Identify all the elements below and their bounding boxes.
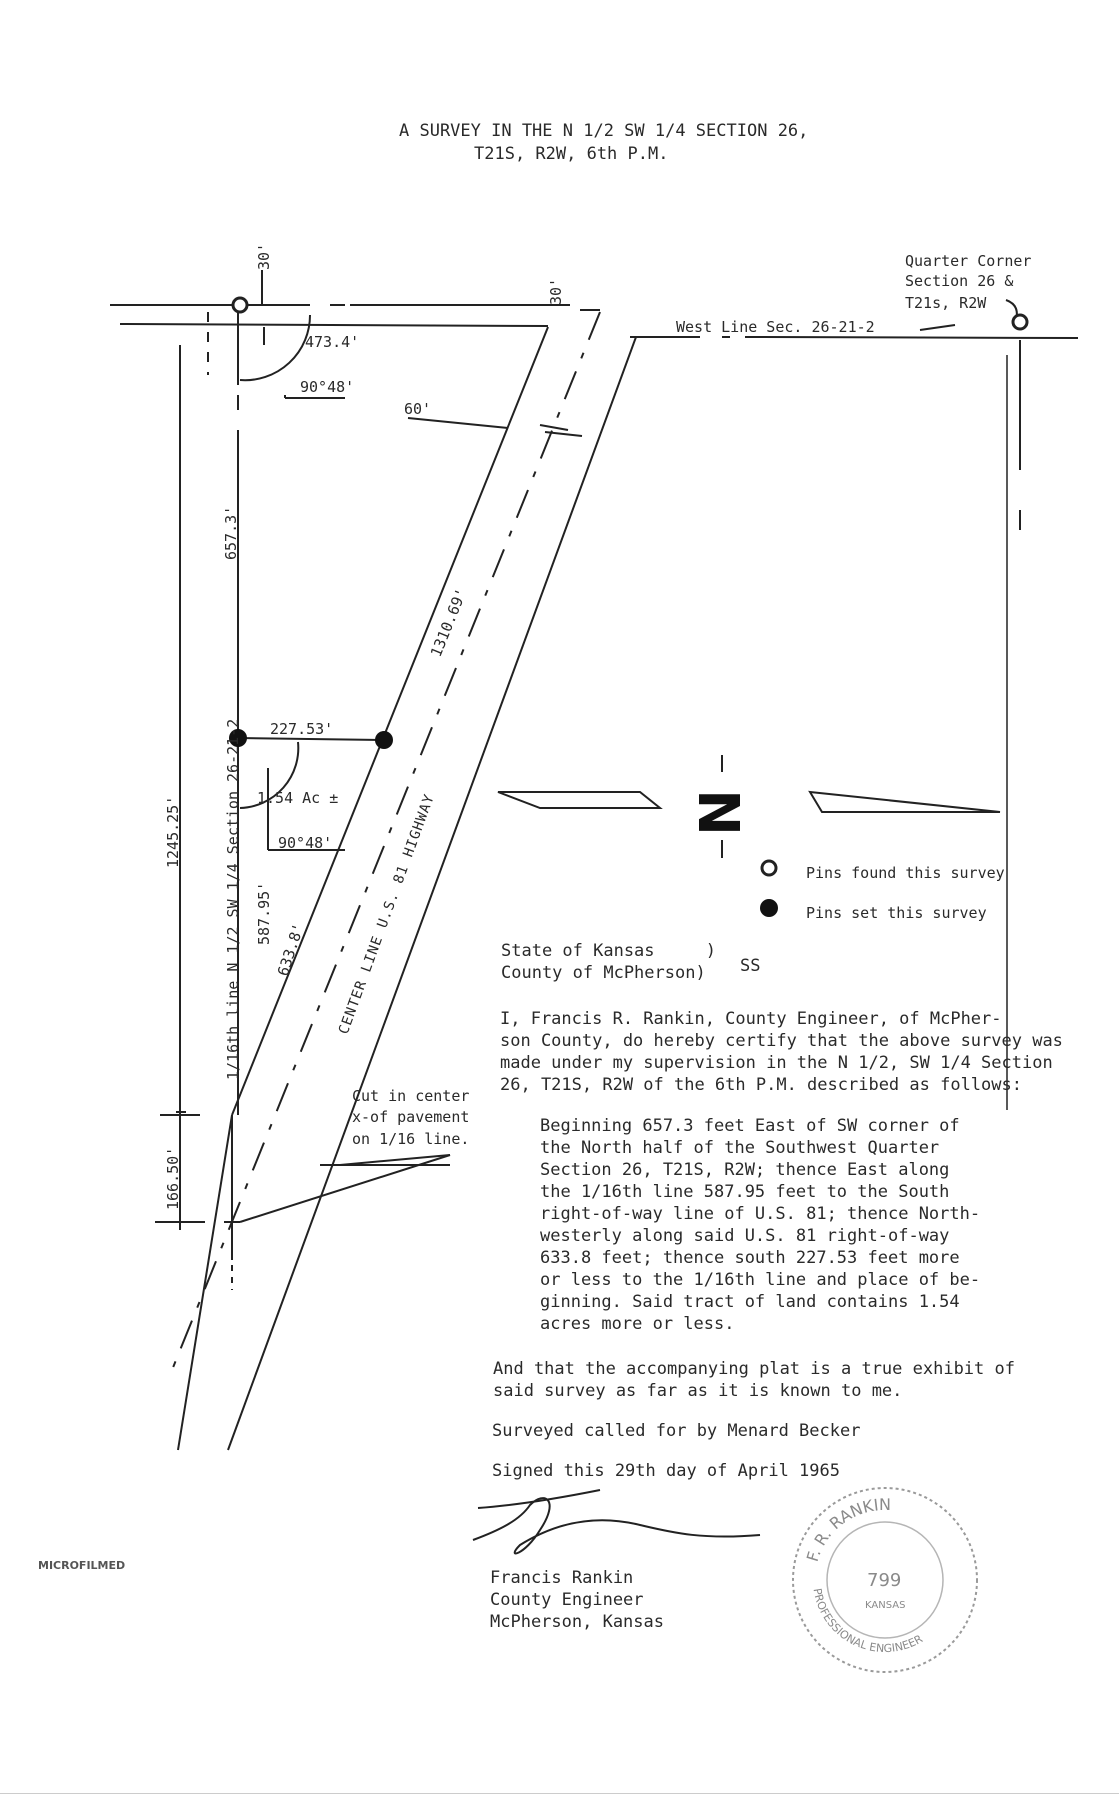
dim-58795: 587.95'	[255, 881, 273, 945]
dim-16650: 166.50'	[164, 1146, 182, 1210]
legend-pin-set	[760, 899, 778, 917]
angle-9048-mid: 90°48'	[278, 834, 333, 852]
dim-1310: 1310.69'	[426, 585, 471, 660]
seal-bottom-text: PROFESSIONAL ENGINEER	[810, 1587, 925, 1656]
seal-number: 799	[867, 1570, 902, 1591]
desc-line: westerly along said U.S. 81 right-of-way	[540, 1226, 950, 1246]
dim-6338: 633.8'	[273, 921, 308, 979]
seal-top-text: F. R. RANKIN	[802, 1494, 891, 1564]
area-154: 1.54 Ac ±	[257, 789, 339, 807]
desc-line: the 1/16th line 587.95 feet to the South	[540, 1182, 950, 1202]
dim-473: 473.4'	[305, 333, 360, 351]
cut-note-line1: Cut in center	[352, 1087, 470, 1105]
cert-paragraph-2	[493, 1358, 1015, 1402]
desc-line: 633.8 feet; thence south 227.53 feet more	[540, 1248, 960, 1268]
west-line-section	[120, 324, 548, 326]
signer-block	[490, 1567, 664, 1633]
signer-title: County Engineer	[490, 1590, 644, 1610]
page-bottom-rule	[0, 1793, 1119, 1794]
cert-signed-date: Signed this 29th day of April 1965	[492, 1461, 840, 1481]
microfilm-stamp: MICROFILMED	[38, 1559, 126, 1572]
cert-p2-line: said survey as far as it is known to me.	[493, 1381, 903, 1401]
pin-found-nw	[233, 298, 247, 312]
pin-set-east	[375, 731, 393, 749]
dim-124525: 1245.25'	[164, 795, 182, 868]
dim-60: 60'	[404, 400, 432, 418]
legend-found-label: Pins found this survey	[806, 864, 1005, 882]
cert-p1-line: I, Francis R. Rankin, County Engineer, of McPher-	[500, 1009, 1002, 1029]
legend-set-label: Pins set this survey	[806, 904, 987, 922]
cert-state: State of Kansas )	[501, 941, 716, 961]
center-line-label: CENTER LINE U.S. 81 HIGHWAY	[335, 791, 438, 1037]
north-arrow-n: N	[689, 789, 754, 836]
sixteenth-line-label: 1/16th line N 1/2 SW 1/4 Section 26-21-2	[224, 718, 242, 1080]
desc-line: Section 26, T21S, R2W; thence East along	[540, 1160, 950, 1180]
engineer-seal	[785, 1480, 985, 1680]
cert-ss: SS	[740, 956, 761, 976]
quarter-corner-line1: Quarter Corner	[905, 252, 1032, 270]
legend-pin-found	[762, 861, 776, 875]
cert-p1-line: son County, do hereby certify that the above survey was	[500, 1031, 1063, 1051]
desc-line: right-of-way line of U.S. 81; thence North-	[540, 1204, 981, 1224]
cert-county: County of McPherson)	[501, 963, 706, 983]
dim-22753: 227.53'	[270, 720, 334, 738]
title-line-2: T21S, R2W, 6th P.M.	[474, 144, 669, 164]
cut-note-line2: x-of pavement	[352, 1108, 470, 1126]
desc-line: ginning. Said tract of land contains 1.54	[540, 1292, 960, 1312]
desc-line: Beginning 657.3 feet East of SW corner of	[540, 1116, 960, 1136]
cut-note-line3: on 1/16 line.	[352, 1130, 470, 1148]
desc-line: or less to the 1/16th line and place of be-	[540, 1270, 981, 1290]
quarter-corner-line3: T21s, R2W	[905, 294, 987, 312]
title-line-1: A SURVEY IN THE N 1/2 SW 1/4 SECTION 26,	[399, 121, 809, 141]
dim-30-left: 30'	[255, 242, 273, 270]
angle-9048-top: 90°48'	[300, 378, 355, 396]
cert-p2-line: And that the accompanying plat is a true exhibit of	[493, 1359, 1015, 1379]
cert-p1-line: 26, T21S, R2W of the 6th P.M. described as follows:	[500, 1075, 1022, 1095]
west-line-label: West Line Sec. 26-21-2	[676, 318, 875, 336]
seal-state: KANSAS	[865, 1600, 906, 1611]
desc-line: acres more or less.	[540, 1314, 735, 1334]
dim-657: 657.3'	[222, 505, 240, 560]
quarter-corner-line2: Section 26 &	[905, 272, 1014, 290]
cert-paragraph-1	[500, 1008, 1063, 1096]
north-arrow-left	[498, 792, 660, 808]
dim-30-road: 30'	[547, 277, 565, 305]
cert-description	[540, 1115, 980, 1335]
north-arrow-right	[810, 792, 1000, 812]
cert-p1-line: made under my supervision in the N 1/2, SW 1/4 Section	[500, 1053, 1053, 1073]
signer-location: McPherson, Kansas	[490, 1612, 664, 1632]
pin-found-quarter-corner	[1013, 315, 1027, 329]
desc-line: the North half of the Southwest Quarter	[540, 1138, 940, 1158]
cert-called-for: Surveyed called for by Menard Becker	[492, 1421, 861, 1441]
signer-name: Francis Rankin	[490, 1568, 634, 1588]
